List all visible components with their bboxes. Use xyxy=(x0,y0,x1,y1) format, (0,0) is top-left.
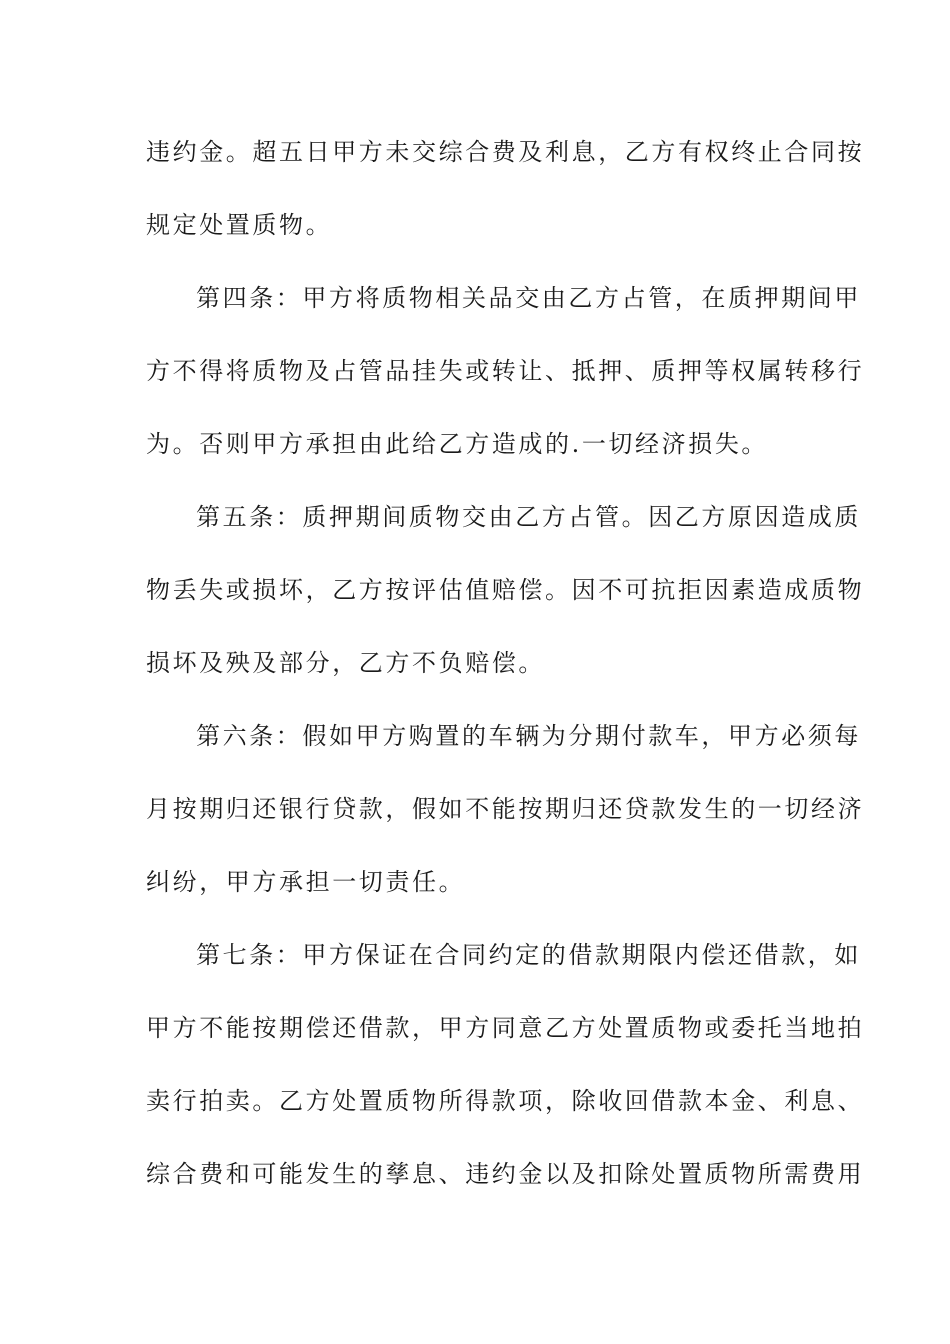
text-line: 纠纷，甲方承担一切责任。 xyxy=(146,868,466,896)
text-line: 甲方不能按期偿还借款，甲方同意乙方处置质物或委托当地拍 xyxy=(146,1014,865,1042)
text-line: 方不得将质物及占管品挂失或转让、抵押、质押等权属转移行 xyxy=(146,357,865,385)
text-line: 综合费和可能发生的孳息、违约金以及扣除处置质物所需费用 xyxy=(146,1160,865,1188)
text-line: 卖行拍卖。乙方处置质物所得款项，除收回借款本金、利息、 xyxy=(146,1087,865,1115)
article-7-heading-line: 第七条：甲方保证在合同约定的借款期限内偿还借款，如 xyxy=(196,941,861,969)
contract-body xyxy=(146,128,865,1198)
text-line: 为。否则甲方承担由此给乙方造成的.一切经济损失。 xyxy=(146,430,769,458)
text-line: 损坏及殃及部分，乙方不负赔偿。 xyxy=(146,649,545,677)
text-line: 物丢失或损坏，乙方按评估值赔偿。因不可抗拒因素造成质物 xyxy=(146,576,865,604)
article-5-heading-line: 第五条：质押期间质物交由乙方占管。因乙方原因造成质 xyxy=(196,503,861,531)
text-line: 规定处置质物。 xyxy=(146,211,333,239)
text-line: 违约金。超五日甲方未交综合费及利息，乙方有权终止合同按 xyxy=(146,138,865,166)
article-4-heading-line: 第四条：甲方将质物相关品交由乙方占管，在质押期间甲 xyxy=(196,284,861,312)
article-6-heading-line: 第六条：假如甲方购置的车辆为分期付款车，甲方必须每 xyxy=(196,722,861,750)
text-line: 月按期归还银行贷款，假如不能按期归还贷款发生的一切经济 xyxy=(146,795,865,823)
